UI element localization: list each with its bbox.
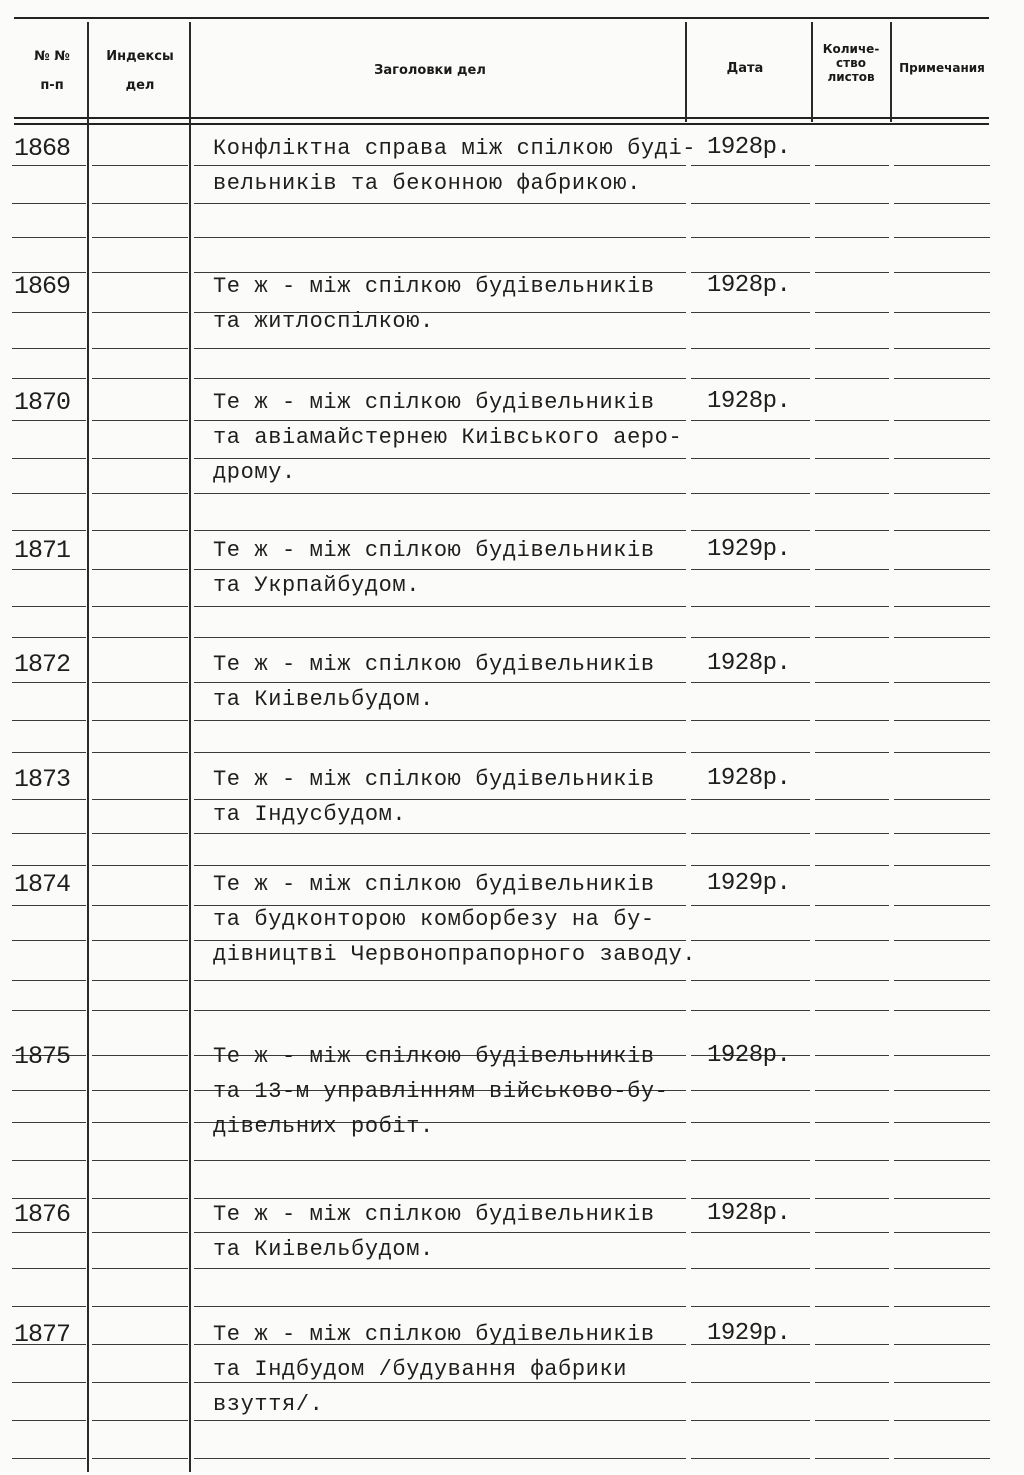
entry-title-line: Те ж - мiж спiлкою будiвельникiв bbox=[213, 1044, 655, 1069]
ruled-line bbox=[894, 682, 990, 683]
entry-date: 1928р. bbox=[707, 388, 791, 415]
entry-title-line: Те ж - мiж спiлкою будiвельникiв bbox=[213, 652, 655, 677]
entry-date: 1928р. bbox=[707, 1200, 791, 1227]
ruled-line bbox=[92, 1160, 188, 1161]
ruled-line bbox=[92, 833, 188, 834]
ruled-line bbox=[894, 237, 990, 238]
ruled-line bbox=[894, 1160, 990, 1161]
entry-title-line: вельникiв та беконною фабрикою. bbox=[213, 171, 641, 196]
ruled-line bbox=[12, 165, 86, 166]
entry-date: 1929р. bbox=[707, 536, 791, 563]
header-bottom-rule bbox=[14, 117, 989, 119]
ruled-line bbox=[12, 1382, 86, 1383]
ruled-line bbox=[92, 1420, 188, 1421]
ruled-line bbox=[894, 1306, 990, 1307]
ruled-line bbox=[691, 637, 810, 638]
ruled-line bbox=[894, 720, 990, 721]
entry-title-line: та Киiвельбудом. bbox=[213, 1237, 434, 1262]
entry-date: 1928р. bbox=[707, 1042, 791, 1069]
entry-title-line: дiвельних робiт. bbox=[213, 1114, 434, 1139]
header-count-line3: листов bbox=[827, 70, 875, 84]
header-title-label: Заголовки дел bbox=[374, 63, 486, 78]
ruled-line bbox=[92, 312, 188, 313]
ruled-line bbox=[92, 606, 188, 607]
entry-number: 1869 bbox=[14, 272, 71, 301]
ruled-line bbox=[12, 203, 86, 204]
ruled-line bbox=[815, 1306, 889, 1307]
ruled-line bbox=[194, 1306, 686, 1307]
ruled-line bbox=[815, 272, 889, 273]
ruled-line bbox=[12, 378, 86, 379]
ruled-line bbox=[194, 720, 686, 721]
ruled-line bbox=[894, 1198, 990, 1199]
ruled-line bbox=[194, 530, 686, 531]
header-count-line1: Количе- bbox=[822, 42, 880, 56]
ruled-line bbox=[92, 272, 188, 273]
ruled-line bbox=[12, 682, 86, 683]
ruled-line bbox=[12, 420, 86, 421]
ruled-line bbox=[194, 272, 686, 273]
entry-title-line: Те ж - мiж спiлкою будiвельникiв bbox=[213, 767, 655, 792]
ruled-line bbox=[815, 905, 889, 906]
ruled-line bbox=[12, 569, 86, 570]
ruled-line bbox=[691, 493, 810, 494]
entry-number: 1875 bbox=[14, 1042, 71, 1071]
ruled-line bbox=[92, 720, 188, 721]
ruled-line bbox=[691, 420, 810, 421]
header-top-rule bbox=[14, 17, 989, 19]
ruled-line bbox=[815, 1090, 889, 1091]
ruled-line bbox=[92, 569, 188, 570]
ruled-line bbox=[691, 1420, 810, 1421]
entry-title-line: дрому. bbox=[213, 460, 296, 485]
ruled-line bbox=[894, 1268, 990, 1269]
ruled-line bbox=[815, 940, 889, 941]
entry-title-line: та Укрпайбудом. bbox=[213, 573, 421, 598]
ruled-line bbox=[815, 1160, 889, 1161]
entry-date: 1928р. bbox=[707, 650, 791, 677]
ruled-line bbox=[815, 865, 889, 866]
ruled-line bbox=[894, 272, 990, 273]
ruled-line bbox=[194, 752, 686, 753]
ruled-line bbox=[92, 905, 188, 906]
ruled-line bbox=[894, 493, 990, 494]
ruled-line bbox=[894, 203, 990, 204]
ruled-line bbox=[815, 569, 889, 570]
header-count-line2: ство bbox=[836, 56, 866, 70]
ruled-line bbox=[691, 165, 810, 166]
ruled-line bbox=[894, 569, 990, 570]
ruled-line bbox=[92, 203, 188, 204]
header-date-label: Дата bbox=[726, 61, 764, 76]
ruled-line bbox=[194, 1420, 686, 1421]
ruled-line bbox=[894, 1382, 990, 1383]
ruled-line bbox=[194, 1458, 686, 1459]
ruled-line bbox=[92, 1055, 188, 1056]
ruled-line bbox=[815, 752, 889, 753]
ruled-line bbox=[815, 493, 889, 494]
ruled-line bbox=[815, 348, 889, 349]
ruled-line bbox=[894, 165, 990, 166]
ruled-line bbox=[691, 752, 810, 753]
ruled-line bbox=[815, 378, 889, 379]
ruled-line bbox=[815, 980, 889, 981]
header-index-line2: дел bbox=[125, 78, 155, 93]
ruled-line bbox=[12, 237, 86, 238]
ruled-line bbox=[92, 1122, 188, 1123]
entry-date: 1928р. bbox=[707, 765, 791, 792]
ruled-line bbox=[92, 530, 188, 531]
entry-number: 1874 bbox=[14, 870, 71, 899]
ruled-line bbox=[815, 637, 889, 638]
ruled-line bbox=[815, 420, 889, 421]
header-index-line1: Индексы bbox=[106, 49, 174, 64]
ruled-line bbox=[12, 833, 86, 834]
ruled-line bbox=[92, 165, 188, 166]
ruled-line bbox=[894, 606, 990, 607]
ruled-line bbox=[194, 1232, 686, 1233]
ruled-line bbox=[194, 637, 686, 638]
ruled-line bbox=[894, 348, 990, 349]
entry-title-line: Те ж - мiж спiлкою будiвельникiв bbox=[213, 1322, 655, 1347]
ruled-line bbox=[691, 606, 810, 607]
ruled-line bbox=[12, 1198, 86, 1199]
ruled-line bbox=[691, 1268, 810, 1269]
ruled-line bbox=[691, 348, 810, 349]
ruled-line bbox=[815, 1122, 889, 1123]
entry-title-line: Те ж - мiж спiлкою будiвельникiв bbox=[213, 1202, 655, 1227]
ruled-line bbox=[691, 799, 810, 800]
header-number-line2: п-п bbox=[40, 78, 64, 93]
ruled-line bbox=[12, 752, 86, 753]
entry-number: 1868 bbox=[14, 134, 71, 163]
ruled-line bbox=[815, 530, 889, 531]
ruled-line bbox=[691, 203, 810, 204]
ruled-line bbox=[92, 637, 188, 638]
ruled-line bbox=[194, 682, 686, 683]
ruled-line bbox=[815, 1055, 889, 1056]
ruled-line bbox=[12, 980, 86, 981]
ruled-line bbox=[194, 493, 686, 494]
ruled-line bbox=[194, 905, 686, 906]
ruled-line bbox=[194, 833, 686, 834]
ruled-line bbox=[194, 1382, 686, 1383]
entry-date: 1929р. bbox=[707, 1320, 791, 1347]
ruled-line bbox=[92, 348, 188, 349]
ruled-line bbox=[194, 1198, 686, 1199]
entry-title-line: дiвництвi Червонопрапорного заводу. bbox=[213, 942, 697, 967]
ruled-line bbox=[894, 1122, 990, 1123]
ruled-line bbox=[691, 530, 810, 531]
entry-number: 1877 bbox=[14, 1320, 71, 1349]
ruled-line bbox=[894, 752, 990, 753]
ruled-line bbox=[691, 1160, 810, 1161]
ruled-line bbox=[894, 1055, 990, 1056]
ruled-line bbox=[194, 165, 686, 166]
entry-title-line: та 13-м управлiнням вiйськово-бу- bbox=[213, 1079, 669, 1104]
ruled-line bbox=[691, 378, 810, 379]
entry-title-line: Те ж - мiж спiлкою будiвельникiв bbox=[213, 872, 655, 897]
entry-number: 1871 bbox=[14, 536, 71, 565]
ruled-line bbox=[92, 237, 188, 238]
ruled-line bbox=[12, 348, 86, 349]
ruled-line bbox=[815, 606, 889, 607]
ruled-line bbox=[92, 1232, 188, 1233]
ruled-line bbox=[894, 865, 990, 866]
ruled-line bbox=[194, 940, 686, 941]
ruled-line bbox=[92, 1010, 188, 1011]
ruled-line bbox=[12, 905, 86, 906]
entry-date: 1928р. bbox=[707, 134, 791, 161]
ruled-line bbox=[894, 833, 990, 834]
ruled-line bbox=[691, 865, 810, 866]
ruled-line bbox=[194, 348, 686, 349]
ruled-line bbox=[12, 637, 86, 638]
ruled-line bbox=[815, 799, 889, 800]
ruled-line bbox=[92, 493, 188, 494]
entry-title-line: взуття/. bbox=[213, 1392, 324, 1417]
ruled-line bbox=[691, 1090, 810, 1091]
ruled-line bbox=[12, 1010, 86, 1011]
ruled-line bbox=[194, 420, 686, 421]
ruled-line bbox=[92, 980, 188, 981]
ruled-line bbox=[894, 637, 990, 638]
entry-number: 1870 bbox=[14, 388, 71, 417]
ruled-line bbox=[12, 1268, 86, 1269]
column-divider-number bbox=[87, 22, 89, 1472]
ruled-line bbox=[815, 1198, 889, 1199]
ruled-line bbox=[894, 378, 990, 379]
entry-date: 1928р. bbox=[707, 272, 791, 299]
ruled-line bbox=[92, 1458, 188, 1459]
ruled-line bbox=[92, 1344, 188, 1345]
ruled-line bbox=[894, 458, 990, 459]
ruled-line bbox=[894, 530, 990, 531]
ruled-line bbox=[815, 682, 889, 683]
ruled-line bbox=[815, 720, 889, 721]
ruled-line bbox=[194, 980, 686, 981]
entry-number: 1873 bbox=[14, 765, 71, 794]
ruled-line bbox=[92, 458, 188, 459]
ruled-line bbox=[815, 833, 889, 834]
ruled-line bbox=[194, 203, 686, 204]
ruled-line bbox=[92, 378, 188, 379]
ruled-line bbox=[194, 606, 686, 607]
ruled-line bbox=[12, 1306, 86, 1307]
ruled-line bbox=[92, 1306, 188, 1307]
ruled-line bbox=[691, 980, 810, 981]
header-index-label bbox=[92, 48, 188, 94]
ruled-line bbox=[815, 165, 889, 166]
ruled-line bbox=[12, 940, 86, 941]
ruled-line bbox=[815, 1420, 889, 1421]
ruled-line bbox=[691, 940, 810, 941]
ruled-line bbox=[194, 569, 686, 570]
ruled-line bbox=[815, 237, 889, 238]
ruled-line bbox=[194, 1010, 686, 1011]
ruled-line bbox=[894, 1090, 990, 1091]
ruled-line bbox=[815, 1458, 889, 1459]
ruled-line bbox=[12, 1232, 86, 1233]
header-number-line1: № № bbox=[34, 49, 70, 64]
header-notes-label: Примечания bbox=[899, 61, 985, 75]
ruled-line bbox=[12, 493, 86, 494]
ruled-line bbox=[691, 1122, 810, 1123]
ruled-line bbox=[194, 237, 686, 238]
ruled-line bbox=[691, 1010, 810, 1011]
ruled-line bbox=[691, 312, 810, 313]
ruled-line bbox=[691, 720, 810, 721]
entry-title-line: та житлоспiлкою. bbox=[213, 309, 434, 334]
entry-title-line: Те ж - мiж спiлкою будiвельникiв bbox=[213, 538, 655, 563]
entry-title-line: Конфлiктна справа мiж спiлкою будi- bbox=[213, 136, 697, 161]
ruled-line bbox=[92, 940, 188, 941]
ruled-line bbox=[12, 1160, 86, 1161]
ruled-line bbox=[894, 1010, 990, 1011]
entry-title-line: Те ж - мiж спiлкою будiвельникiв bbox=[213, 274, 655, 299]
ruled-line bbox=[815, 1268, 889, 1269]
ruled-line bbox=[92, 420, 188, 421]
ruled-line bbox=[12, 799, 86, 800]
ruled-line bbox=[815, 1232, 889, 1233]
column-divider-index bbox=[189, 22, 191, 1472]
ruled-line bbox=[815, 1382, 889, 1383]
ruled-line bbox=[691, 458, 810, 459]
entry-title-line: та авiамайстернею Киiвського аеро- bbox=[213, 425, 683, 450]
ruled-line bbox=[691, 833, 810, 834]
ruled-line bbox=[12, 1090, 86, 1091]
ruled-line bbox=[92, 1268, 188, 1269]
ruled-line bbox=[12, 1420, 86, 1421]
entry-title-line: та будконторою комборбезу на бу- bbox=[213, 907, 655, 932]
ruled-line bbox=[92, 752, 188, 753]
header-bottom-rule-2 bbox=[14, 123, 989, 125]
ruled-line bbox=[894, 905, 990, 906]
ruled-line bbox=[194, 458, 686, 459]
ruled-line bbox=[815, 1344, 889, 1345]
entry-title-line: та Iндусбудом. bbox=[213, 802, 407, 827]
ruled-line bbox=[894, 1344, 990, 1345]
ruled-line bbox=[691, 237, 810, 238]
ruled-line bbox=[894, 420, 990, 421]
ruled-line bbox=[12, 312, 86, 313]
ruled-line bbox=[691, 1232, 810, 1233]
ruled-line bbox=[92, 799, 188, 800]
ruled-line bbox=[894, 1420, 990, 1421]
ruled-line bbox=[691, 905, 810, 906]
column-divider-title bbox=[685, 22, 687, 122]
header-number-label bbox=[18, 48, 86, 94]
ruled-line bbox=[92, 1090, 188, 1091]
ruled-line bbox=[815, 203, 889, 204]
ruled-line bbox=[194, 865, 686, 866]
ruled-line bbox=[194, 1160, 686, 1161]
header-count-label bbox=[812, 42, 890, 84]
entry-title-line: та Киiвельбудом. bbox=[213, 687, 434, 712]
ruled-line bbox=[894, 1232, 990, 1233]
ruled-line bbox=[691, 1382, 810, 1383]
ruled-line bbox=[194, 378, 686, 379]
ruled-line bbox=[815, 1010, 889, 1011]
entry-number: 1876 bbox=[14, 1200, 71, 1229]
ruled-line bbox=[815, 312, 889, 313]
entry-title-line: Те ж - мiж спiлкою будiвельникiв bbox=[213, 390, 655, 415]
ruled-line bbox=[691, 1306, 810, 1307]
entry-date: 1929р. bbox=[707, 870, 791, 897]
ruled-line bbox=[194, 799, 686, 800]
ruled-line bbox=[691, 569, 810, 570]
ruled-line bbox=[12, 458, 86, 459]
ruled-line bbox=[815, 458, 889, 459]
ruled-line bbox=[894, 940, 990, 941]
ruled-line bbox=[691, 1458, 810, 1459]
ruled-line bbox=[894, 1458, 990, 1459]
ruled-line bbox=[12, 530, 86, 531]
ruled-line bbox=[12, 865, 86, 866]
ruled-line bbox=[92, 682, 188, 683]
ruled-line bbox=[691, 1198, 810, 1199]
ruled-line bbox=[92, 865, 188, 866]
ruled-line bbox=[92, 1382, 188, 1383]
entry-number: 1872 bbox=[14, 650, 71, 679]
ruled-line bbox=[12, 606, 86, 607]
ruled-line bbox=[894, 312, 990, 313]
ruled-line bbox=[691, 682, 810, 683]
ruled-line bbox=[894, 980, 990, 981]
ruled-line bbox=[12, 1122, 86, 1123]
ruled-line bbox=[194, 1268, 686, 1269]
ruled-line bbox=[92, 1198, 188, 1199]
ruled-line bbox=[12, 720, 86, 721]
entry-title-line: та Iндбудом /будування фабрики bbox=[213, 1357, 628, 1382]
ruled-line bbox=[12, 1458, 86, 1459]
ruled-line bbox=[894, 799, 990, 800]
